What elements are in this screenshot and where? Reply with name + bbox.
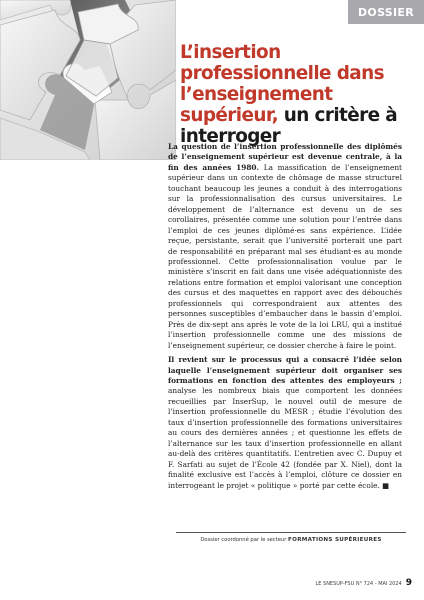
paragraph-1-lead: La question de l’insertion professionnelle des diplômés de l’enseignement supérieur est devenue centrale, à la fin des années 1980. [168,142,402,172]
credit-sector: FORMATIONS SUPÉRIEURES [288,537,382,543]
paragraph-2-body: analyse les nombreux biais que comportent les données recueillies par InserSup, le nouvel outil de mesure de l’insertion professionnelle du MESR ; étudie l’évolution des taux d’insertion professionnelle des formations universitaires au cours des dernières années ; et questionne les effets de l’alternance sur les taux d’insertion professionnelle en allant au-delà des critères quantitatifs. L’entretien avec C. Dupuy et F. Sarfati au sujet de l’École 42 (fondée par X. Niel), dont la finalité exclusive est l’accès à l’emploi, clôture ce dossier en interrogeant le projet « politique » porté par cette école. ■ [168,386,402,490]
paragraph-1-body: La massification de l’enseignement supérieur dans un contexte de chômage de masse structurel touchant beaucoup les jeunes a conduit à des interrogations sur la professionnalisation des cursus universitaires. Le développement de l’alternance est devenu un de ses corollaires, présentée comme une solution pour l’entrée dans l’emploi de ces jeunes diplômé·es sans expérience. L’idée reçue, persistante, serait que l’université porterait une part de responsabilité en préparant mal ses étudiant·es au monde professionnel. Cette professionnalisation voulue par le ministère s’inscrit en fait dans une visée adéquationniste des relations entre formation et emploi valorisant une conception des cursus et des maquettes en rapport avec des débouchés professionnels qui correspondraient aux attentes des personnes susceptibles d’embaucher dans le bassin d’emploi. Près de dix-sept ans après le vote de la loi LRU, qui a institué l’insertion professionnelle comme une des missions de l’enseignement supérieur, ce dossier cherche à faire le point. [168,162,403,350]
puzzle-illustration [0,0,176,160]
credit-prefix: Dossier coordonné par le secteur [200,537,289,543]
page-footer [315,578,412,588]
issue-info: LE SNESUP-FSU N° 724 - MAI 2024 [315,581,402,587]
puzzle-pieces-image [0,0,176,160]
headline-accent: L’insertion professionnelle dans l’enseignement supérieur, [180,42,384,126]
headline-rest: un critère à interroger [180,105,398,147]
paragraph-2-lead: Il revient sur le processus qui a consacré l’idée selon laquelle l’enseignement supérieur doit organiser ses formations en fonction des attentes des employeurs ; [168,355,402,385]
paragraph-2 [168,355,402,491]
paragraph-1 [168,142,402,351]
headline [180,42,418,147]
page-number: 9 [405,578,412,588]
article-body [168,142,402,495]
section-tag: DOSSIER [348,0,424,24]
dossier-credit [176,532,406,543]
